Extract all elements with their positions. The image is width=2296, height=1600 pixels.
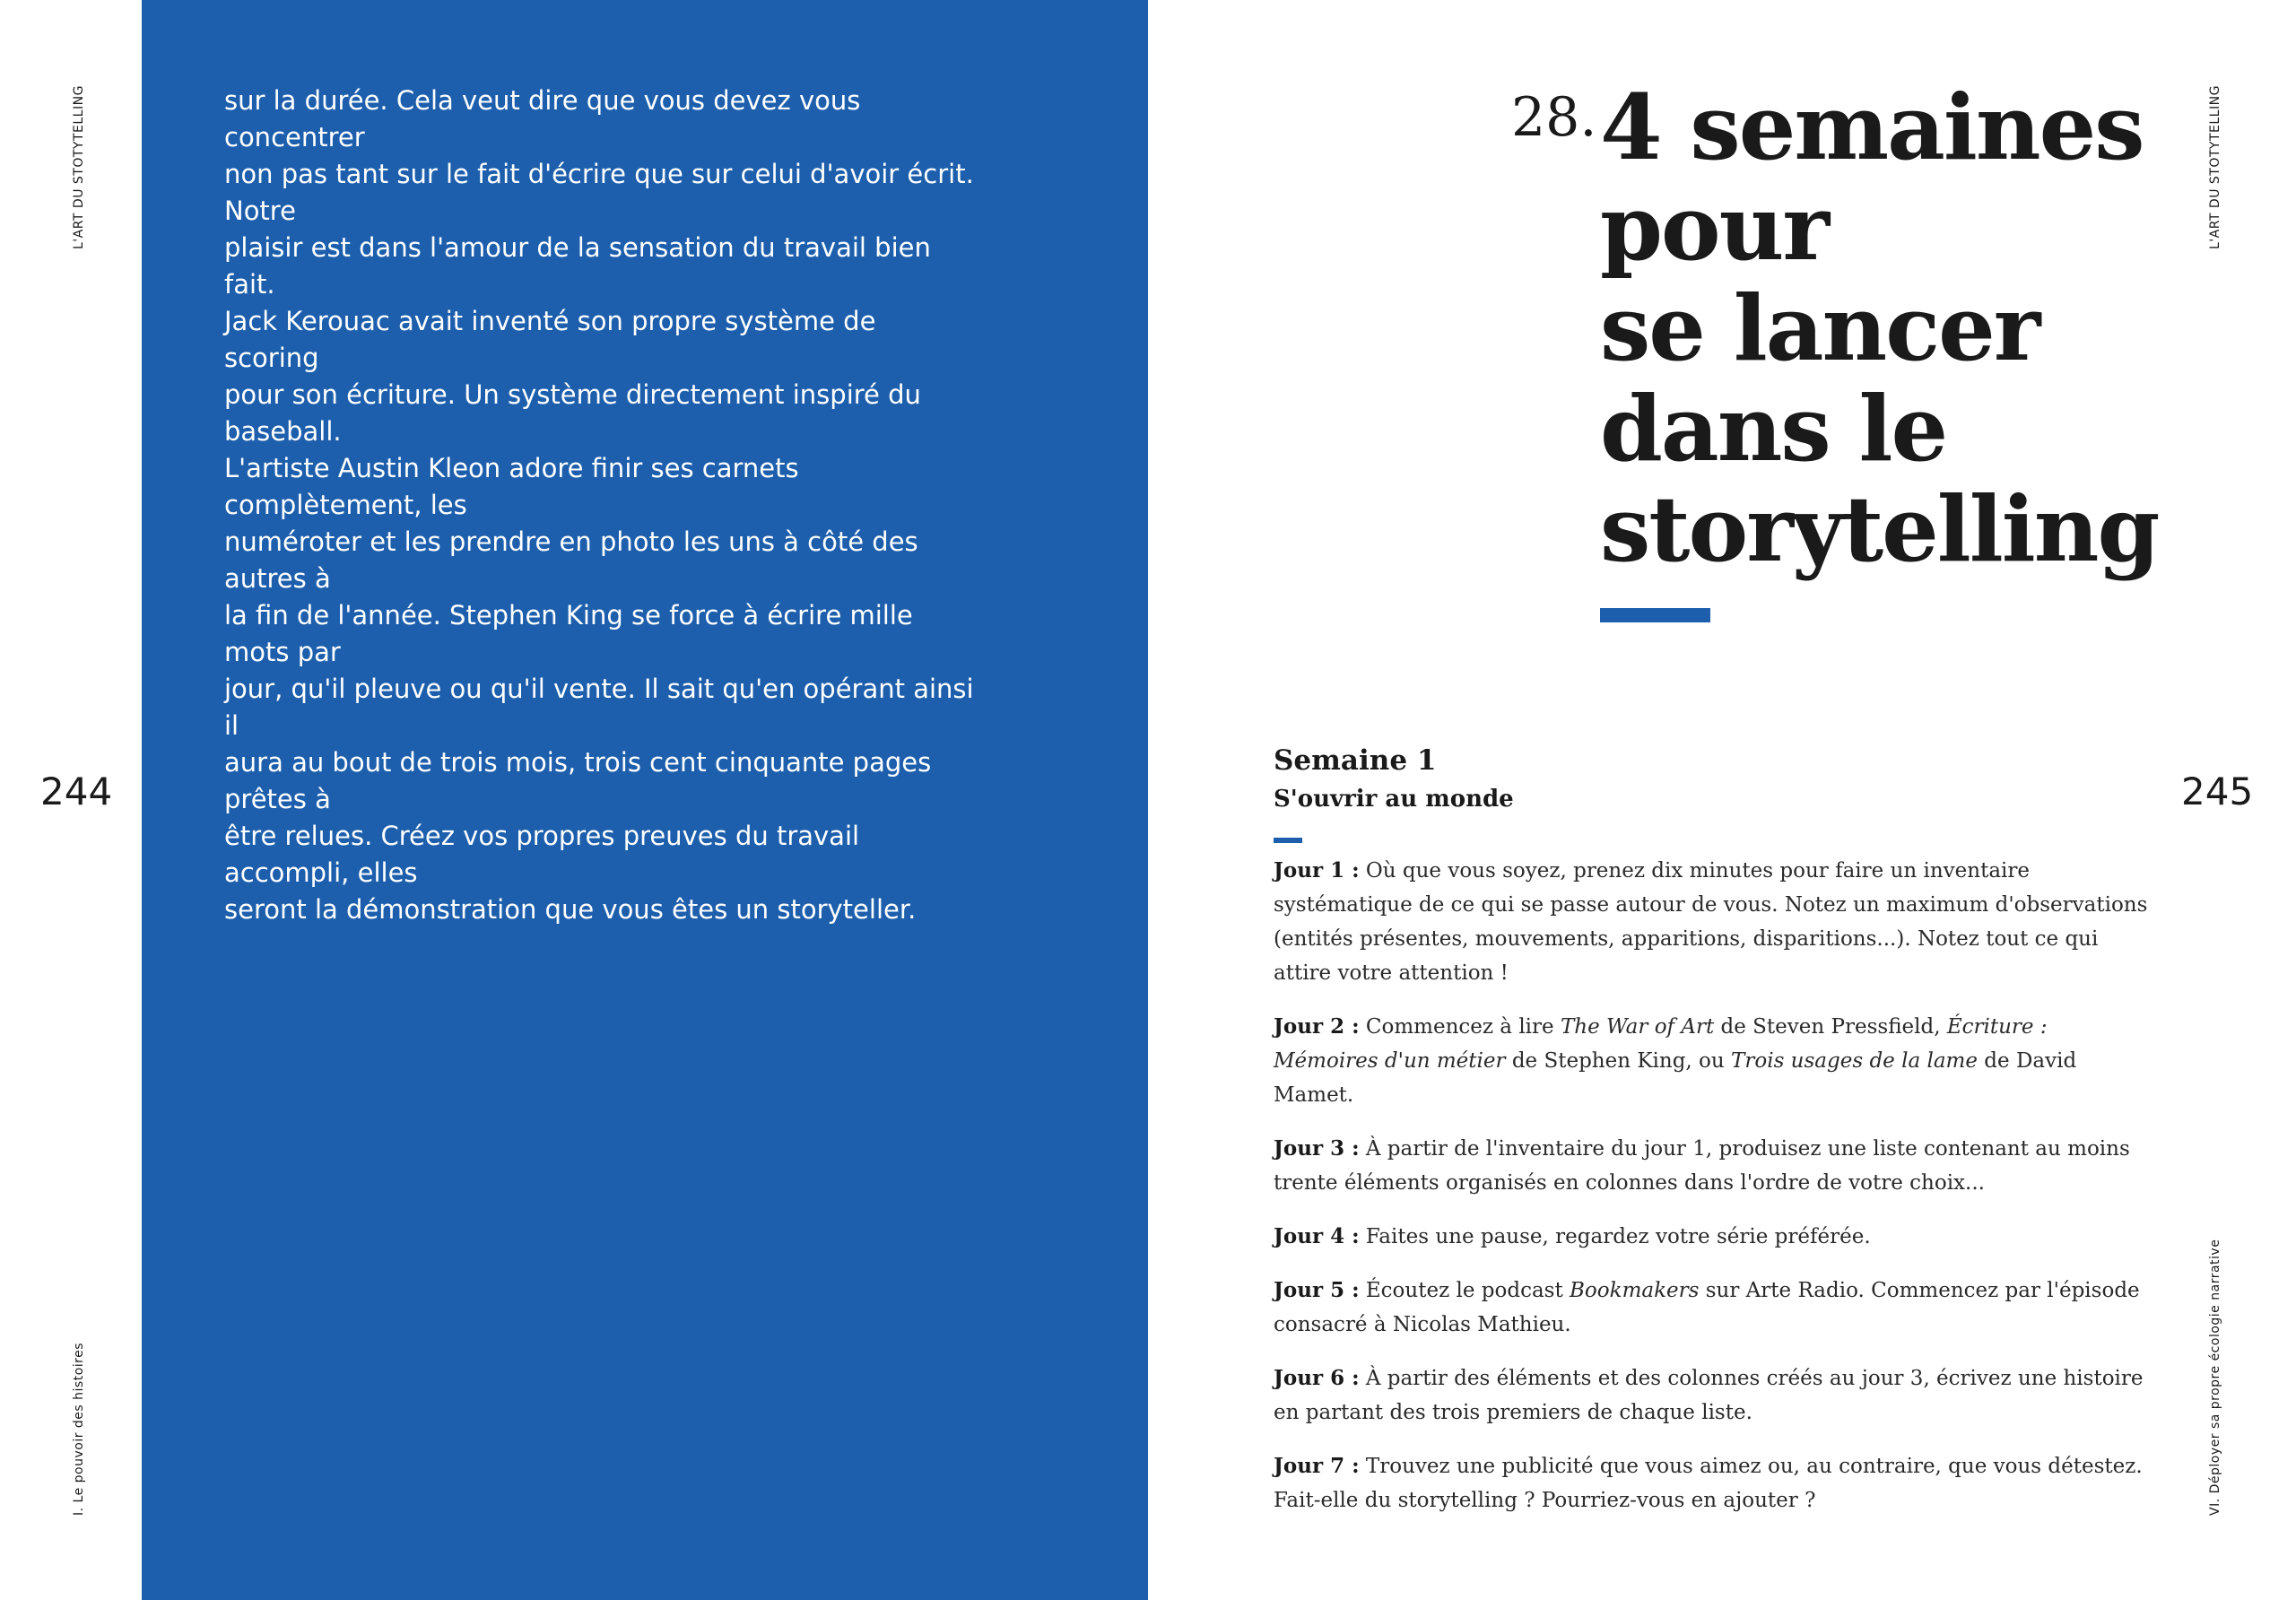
left-body-text: sur la durée. Cela veut dire que vous devez vous concentrer non pas tant sur le fait d'écrire que sur celui d'avoir écrit. Notre plaisir est dans l'amour de la sensation du travail bien fait. Jack Kerouac avait inventé son propre système de scoring pour son écriture. Un système directement inspiré du baseball. L'artiste Austin Kleon adore finir ses carnets complètement, les numéroter et les prendre en photo les uns à côté des autres à la fin de l'année. Stephen King se force à écrire mille mots par jour, qu'il pleuve ou qu'il vente. Il sait qu'en opérant ainsi il aura au bout de trois mois, trois cent cinquante pages prêtes à être relues. Créez vos propres preuves du travail accompli, elles seront la démonstration que vous êtes un storyteller. xyxy=(224,85,974,925)
day-item xyxy=(1274,1132,2148,1200)
day-text: sur Arte Radio. Commencez par l'épisode consacré à Nicolas Mathieu. xyxy=(1274,1279,2140,1336)
chapter-title-line: dans le xyxy=(1600,376,1947,482)
day-text: Écoutez le podcast xyxy=(1359,1279,1570,1302)
day-label: Jour 1 : xyxy=(1274,858,1360,883)
chapter-title-line: 4 semaines xyxy=(1600,74,2144,180)
day-item xyxy=(1274,1449,2148,1517)
day-item xyxy=(1274,1220,2148,1254)
day-item xyxy=(1274,1361,2148,1430)
day-item xyxy=(1274,1010,2148,1112)
day-item xyxy=(1274,854,2148,990)
left-page-number: 244 xyxy=(40,770,113,813)
day-label: Jour 2 : xyxy=(1274,1014,1360,1039)
day-label: Jour 6 : xyxy=(1274,1366,1360,1390)
day-label: Jour 4 : xyxy=(1274,1224,1360,1248)
chapter-title xyxy=(1600,74,2183,582)
week-subtitle: S'ouvrir au monde xyxy=(1274,786,1514,813)
day-text: Faites une pause, regardez votre série préférée. xyxy=(1359,1225,1871,1248)
chapter-title-line: se lancer xyxy=(1600,275,2039,381)
day-text: Où que vous soyez, prenez dix minutes pour faire un inventaire systématique de ce qui se passe autour de vous. Notez un maximum d'observations (entités présentes, mouvements, apparitions, disparitions...). Notez tout ce qui attire votre attention ! xyxy=(1274,859,2148,985)
book-title: Écriture : Mémoires d'un métier xyxy=(1274,1015,2048,1073)
day-text: À partir de l'inventaire du jour 1, produisez une liste contenant au moins trente éléments organisés en colonnes dans l'ordre de votre choix... xyxy=(1274,1137,2130,1195)
day-item xyxy=(1274,1274,2148,1342)
book-title: Trois usages de la lame xyxy=(1731,1049,1978,1073)
week-title: Semaine 1 xyxy=(1274,744,1437,777)
left-section-label: I. Le pouvoir des histoires xyxy=(72,1342,86,1516)
day-list xyxy=(1274,854,2148,1537)
day-text: À partir des éléments et des colonnes créés au jour 3, écrivez une histoire en partant des trois premiers de chaque liste. xyxy=(1274,1367,2144,1424)
day-label: Jour 5 : xyxy=(1274,1278,1360,1302)
day-text: de David Mamet. xyxy=(1274,1049,2077,1107)
day-text: de Stephen King, ou xyxy=(1505,1049,1732,1073)
day-text: Trouvez une publicité que vous aimez ou, au contraire, que vous détestez. Fait-elle du storytelling ? Pourriez-vous en ajouter ? xyxy=(1274,1455,2143,1512)
right-running-title: L'ART DU STOTYTELLING xyxy=(2208,85,2222,249)
day-label: Jour 3 : xyxy=(1274,1136,1360,1161)
day-label: Jour 7 : xyxy=(1274,1454,1360,1478)
chapter-title-line: pour xyxy=(1600,175,1829,281)
left-running-title: L'ART DU STOTYTELLING xyxy=(72,85,86,249)
week-accent-rule xyxy=(1274,838,1302,843)
right-section-label: VI. Déployer sa propre écologie narrative xyxy=(2208,1239,2222,1516)
chapter-number: 28. xyxy=(1511,86,1597,149)
day-text: de Steven Pressfield, xyxy=(1714,1015,1947,1039)
book-title: The War of Art xyxy=(1560,1015,1715,1039)
podcast-title: Bookmakers xyxy=(1570,1279,1700,1302)
chapter-title-line: storytelling xyxy=(1600,476,2159,582)
day-text: Commencez à lire xyxy=(1359,1015,1561,1039)
right-page-number: 245 xyxy=(2181,770,2254,813)
title-accent-rule xyxy=(1600,608,1710,622)
